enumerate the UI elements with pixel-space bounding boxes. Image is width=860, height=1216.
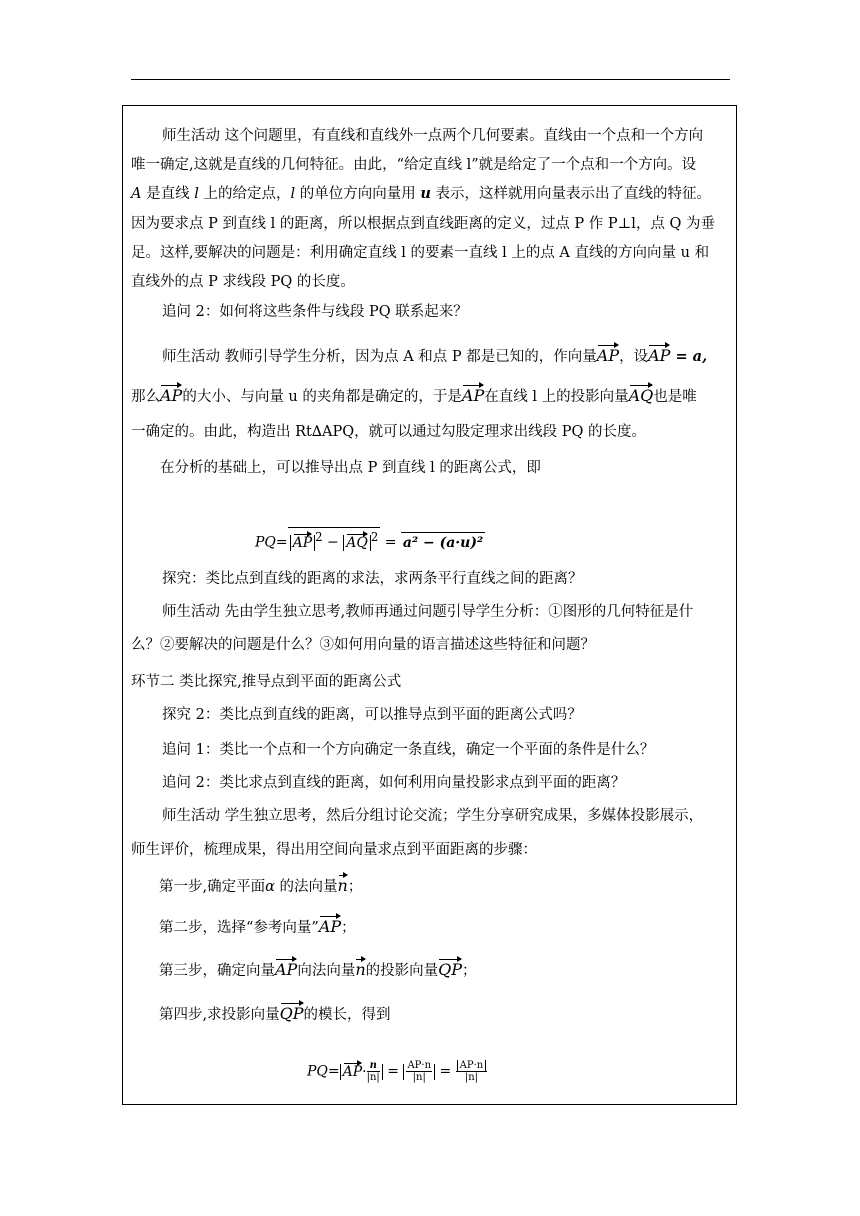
paragraph-line: 探究：类比点到直线的距离的求法，求两条平行直线之间的距离？ [162, 571, 583, 587]
paragraph-line: 因为要求点 P 到直线 l 的距离，所以根据点到直线距离的定义，过点 P 作 P⊥l，点 Q 为垂 [131, 216, 716, 232]
step-two: 第二步，选择“参考向量”AP； [159, 917, 356, 936]
distance-formula-line: PQ= AP $^2$ − AQ $^2$ = a² − (a·u)² [255, 527, 485, 551]
step-four: 第四步,求投影向量QP的模长，得到 [159, 1004, 391, 1023]
vector-AP: AP [461, 386, 485, 405]
vector-AP: AP [160, 386, 183, 405]
paragraph-line: 师生活动 先由学生独立思考,教师再通过问题引导学生分析：①图形的几何特征是什 [162, 604, 694, 620]
section-heading: 环节二 类比探究,推导点到平面的距离公式 [131, 674, 402, 690]
paragraph-line: 追问 1：类比一个点和一个方向确定一条直线，确定一个平面的条件是什么？ [162, 742, 655, 758]
paragraph-line: 在分析的基础上，可以推导出点 P 到直线 l 的距离公式，即 [160, 460, 541, 476]
paragraph-line: 师生活动 这个问题里，有直线和直线外一点两个几何要素。直线由一个点和一个方向 [162, 128, 704, 144]
paragraph-line: A 是直线 l 上的给定点，l 的单位方向向量用 u 表示，这样就用向量表示出了直线的特征。 [131, 185, 711, 202]
paragraph-line: 足。这样,要解决的问题是：利用确定直线 l 的要素一直线 l 上的点 A 直线的方向向量 u 和 [131, 245, 710, 261]
paragraph-line: 唯一确定,这就是直线的几何特征。由此，“给定直线 l”就是给定了一个点和一个方向。设 [131, 157, 697, 173]
paragraph-line: 追问 2：如何将这些条件与线段 PQ 联系起来？ [162, 304, 468, 320]
paragraph-line: 直线外的点 P 求线段 PQ 的长度。 [131, 274, 355, 290]
vector-AQ: AQ [628, 386, 654, 405]
paragraph-line: 师生活动 学生独立思考，然后分组讨论交流；学生分享研究成果，多媒体投影展示， [162, 808, 704, 824]
plane-distance-formula: PQ= AP· $\frac{n}{|n|}$ = $\frac{AP\cdot n}{|n|}$ = $\frac{AP\cdot n}{|n|}$ [307, 1060, 487, 1083]
header-rule [131, 79, 730, 80]
paragraph-line: 师生评价，梳理成果，得出用空间向量求点到平面距离的步骤： [131, 842, 537, 858]
paragraph-line: 么？②要解决的问题是什么？③如何用向量的语言描述这些特征和问题？ [131, 637, 595, 653]
vector-AP: AP [648, 346, 671, 365]
paragraph-line: 那么AP的大小、与向量 u 的夹角都是确定的，于是AP在直线 l 上的投影向量AQ也是唯 [131, 386, 697, 405]
paragraph-line: 追问 2：类比求点到直线的距离，如何利用向量投影求点到平面的距离？ [162, 775, 626, 791]
paragraph-line: 师生活动 教师引导学生分析，因为点 A 和点 P 都是已知的，作向量AP，设AP = a, [162, 346, 708, 365]
paragraph-line: 一确定的。由此，构造出 Rt∆APQ，就可以通过勾股定理求出线段 PQ 的长度。 [131, 424, 646, 440]
paragraph-line: 探究 2：类比点到直线的距离，可以推导点到平面的距离公式吗？ [162, 707, 582, 723]
vector-AP: AP [596, 346, 620, 365]
step-one: 第一步,确定平面α 的法向量n； [159, 876, 363, 895]
step-three: 第三步，确定向量AP向法向量n的投影向量QP； [159, 960, 477, 979]
